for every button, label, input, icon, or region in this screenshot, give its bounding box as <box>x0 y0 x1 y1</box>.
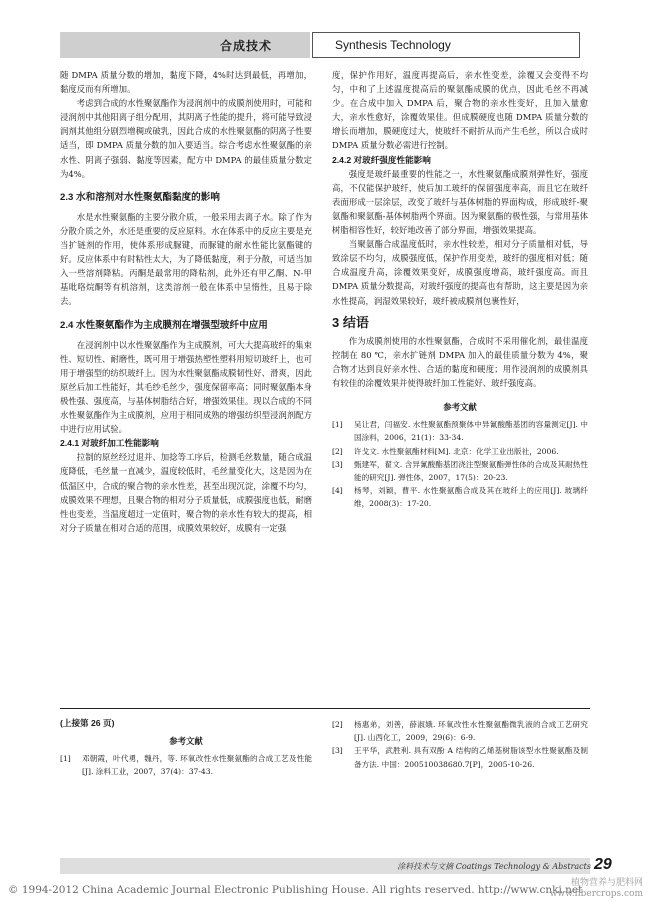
reference-number: [3] <box>332 459 343 469</box>
watermark-chinese: 植物营养与肥料网 <box>570 878 643 888</box>
right-paragraph-3: 当聚氨酯合成温度低时，亲水性较差，相对分子质量相对低，导致涂层不均匀，成膜强度低，保护作用变差，玻纤的强度相对低；随合成温度升高，涂覆效果变好，成膜强度增高，玻纤强度高。而且 DMPA 质量分数提高，对玻纤强度的提高也有帮助，这主要是因为亲水性提高，润湿效果较好，玻纤被成膜剂包裹性好， <box>332 239 588 306</box>
header-section-band <box>60 32 310 58</box>
reference-item <box>332 484 588 510</box>
reference-number: [4] <box>332 486 343 496</box>
right-paragraph-2: 强度是玻纤最重要的性能之一，水性聚氨酯成膜剂弹性好，强度高，不仅能保护玻纤，使后加工玻纤的保留强度率高，而且它在玻纤表面形成一层涂层，改变了玻纤与基体树脂的界面构成，形成玻纤-聚氨酯和聚氨酯-基体树脂两个界面。因为聚氨酯的极性强，与常用基体树脂相容性好，较好地改善了部分界面，增强效果提高。 <box>332 168 588 236</box>
reference-number: [1] <box>60 754 71 764</box>
reference-item <box>332 418 588 444</box>
left-paragraph-5: 拉制的原丝经过退并、加捻等工序后，检测毛丝数量，随合成温度降低，毛丝量一直减少，温度较低时，毛丝量变化大，这是因为在低温区中，合成的聚合物的亲水性差，甚至出现沉淀，涂覆不均匀，成膜效果不理想，且聚合物的相对分子质量低，成膜强度也低，耐磨性也变差，当温度超过一定值时，聚合物的亲水性有较大的提高，相对分子质量在相对合适的范围，成膜效果较好，成膜有一定强 <box>60 452 312 533</box>
reference-text: 邓朝霞，叶代勇，魏丹，等. 环氧改性水性聚氨酯的合成工艺及性能[J]. 涂料工业，2007，37(4)：37-43. <box>82 754 312 777</box>
bottom-right-column <box>332 718 588 771</box>
header-left-title: 合成技术 <box>220 39 273 53</box>
header-english-title-box <box>312 32 580 58</box>
footer-journal-name: 涂料技术与文摘 Coatings Technology & Abstracts <box>397 862 591 871</box>
copyright-notice: © 1994-2012 China Academic Journal Electronic Publishing House. All rights reserved. http://www.cnki.net <box>8 884 583 896</box>
header-right-title: Synthesis Technology <box>335 38 451 52</box>
references-heading: 参考文献 <box>443 402 477 413</box>
watermark-url: www.fibercrops.com <box>549 889 643 899</box>
reference-item <box>332 445 588 458</box>
reference-number: [1] <box>332 420 343 430</box>
continued-note: (上接第 26 页) <box>60 718 115 728</box>
reference-item <box>332 744 588 770</box>
right-paragraph-4: 作为成膜剂使用的水性聚氨酯，合成时不采用催化剂，最佳温度控制在 80 ℃，亲水扩链剂 DMPA 加入的最佳质量分数为 4%，聚合物才达到良好亲水性、合适的黏度和硬度；用作浸润剂的成膜剂具有较佳的涂覆效果并使得玻纤加工性能好、玻纤强度高。 <box>332 335 588 388</box>
reference-item <box>332 458 588 484</box>
reference-text: 吴让君，闫福安. 水性聚氨酯预聚体中异氰酸酯基团的容量测定[J]. 中国涂料，2006，21(1)：33-34. <box>354 420 588 443</box>
right-paragraph-1: 度，保护作用好，温度再提高后，亲水性变差，涂覆又会变得不均匀，中和了上述温度提高后的聚氨酯成膜的优点，因此毛丝不再减少。在合成中加入 DMPA 后，聚合物的亲水性变好，且加入量愈大，亲水性愈好，涂覆效果佳。但成膜硬度也随 DMPA 质量分数的增长而增加，膜硬度过大，使玻纤不耐折从而产生毛丝，所以合成时 DMPA 质量分数必需进行控制。 <box>332 70 588 151</box>
left-paragraph-4: 在浸润剂中以水性聚氨酯作为主成膜剂，可大大提高玻纤的集束性、短切性、耐磨性，既可用于增强热塑性塑料用短切玻纤上，也可用于增强型的纺织玻纤上。因为水性聚氨酯成膜韧性好、滑爽，因此原丝后加工性能好，其毛纱毛丝少，强度保留率高；同时聚氨酯本身极性强、强度高，与基体树脂结合好，增强效果佳。现以合成的不同水性聚氨酯作为主成膜剂，应用于相同成熟的增强纺织型浸润剂配方中进行应用试验。 <box>60 339 312 435</box>
watermark <box>548 878 643 900</box>
page-number: 29 <box>594 856 612 873</box>
bottom-references-heading: 参考文献 <box>169 736 203 747</box>
reference-item <box>332 718 588 744</box>
section-divider <box>60 708 590 709</box>
section-heading-2-4: 2.4 水性聚氨酯作为主成膜剂在增强型玻纤中应用 <box>60 319 268 331</box>
left-paragraph-2: 考虑到合成的水性聚氨酯作为浸润剂中的成膜剂使用时，可能和浸润剂中其他阳离子组分配用，其阴离子性能的提升，将可能导致浸润剂其他组分剧烈增稠或破乳，因此合成的水性聚氨酯的阴离子性要适当，即 DMPA 质量分数的加入要适当。综合考虑水性聚氨酯的亲水性、阴离子强弱、黏度等因素，配方中 DMPA 的最佳质量分数定为4%。 <box>60 98 312 179</box>
reference-number: [2] <box>332 446 343 456</box>
section-heading-3: 3 结语 <box>332 314 369 330</box>
left-column <box>60 68 312 535</box>
reference-text: 甄建军，翟文. 含异氰酸酯基团浇注型聚氨酯弹性体的合成及其耐热性能的研究[J]. 弹性体，2007，17(5)：20-23. <box>354 459 588 482</box>
reference-item <box>60 752 312 778</box>
reference-text: 杨惠弟，刘善，薛淑娥. 环氧改性水性聚氨酯微乳液的合成工艺研究[J]. 山西化工，2009，29(6)：6-9. <box>354 720 588 743</box>
section-heading-2-3: 2.3 水和溶剂对水性聚氨酯黏度的影响 <box>60 191 220 203</box>
reference-number: [2] <box>332 720 343 729</box>
reference-text: 王平华，武胜利. 具有双酚 A 结构的乙烯基树脂该型水性聚氨酯及制备方法. 中国：200510038680.7[P]，2005-10-26. <box>354 746 588 769</box>
left-paragraph-1: 随 DMPA 质量分数的增加，黏度下降，4%时达到最低，再增加，黏度反而有所增加。 <box>60 70 312 95</box>
subsection-heading-2-4-1: 2.4.1 对玻纤加工性能影响 <box>60 438 159 449</box>
right-column <box>332 68 588 511</box>
reference-text: 杨琴，刘颖，曹平. 水性聚氨酯合成及其在玻纤上的应用[J]. 玻璃纤维，2008(3)：17-20. <box>354 486 588 509</box>
bottom-left-column <box>60 716 312 779</box>
subsection-heading-2-4-2: 2.4.2 对玻纤强度性能影响 <box>332 154 431 165</box>
reference-text: 许戈文. 水性聚氨酯材料[M]. 北京：化学工业出版社，2006. <box>354 446 559 456</box>
left-paragraph-3: 水是水性聚氨酯的主要分散介质，一般采用去离子水。除了作为分散介质之外，水还是重要的反应原料。水在体系中的反应主要是充当扩链剂的作用，使体系形成脲键，而脲键的耐水性能比氨酯键的好。反应体系中有时粘性太大，为了降低黏度，利于分散，可适当加入一些溶剂降粘。丙酮是最常用的降粘剂，此外还有甲乙酮、N-甲基吡咯烷酮等有机溶剂，这类溶剂一般在体系中呈惰性，且易于除去。 <box>60 211 312 307</box>
reference-number: [3] <box>332 746 343 756</box>
